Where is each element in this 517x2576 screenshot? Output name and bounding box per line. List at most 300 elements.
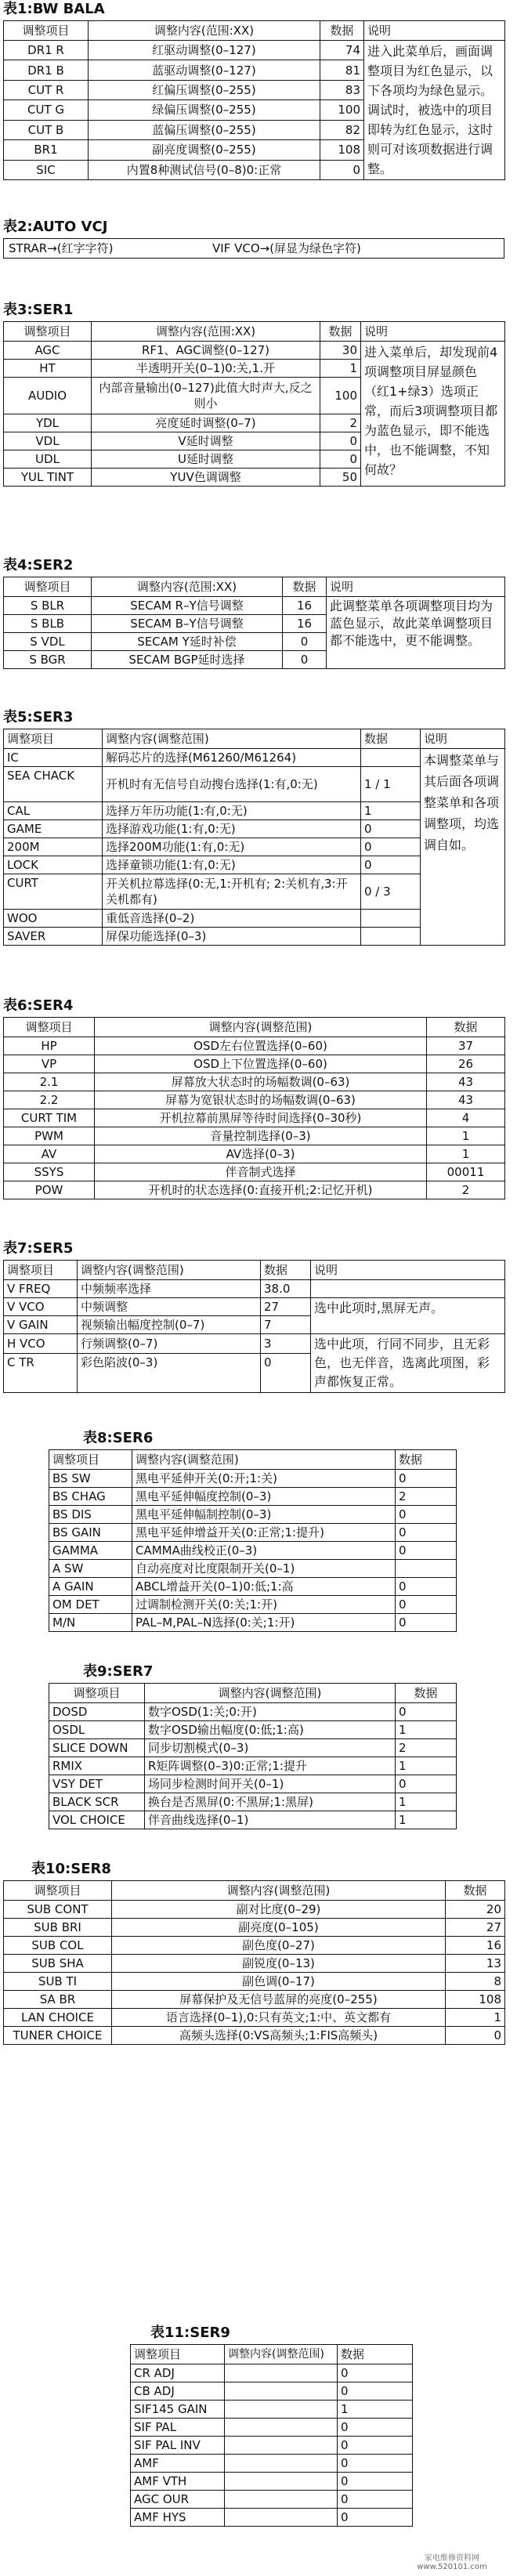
table7 [3, 1260, 505, 1393]
row-data: 1 [320, 360, 361, 378]
table-row [131, 2364, 413, 2382]
row-content: 场同步检测时间开关(0–1) [145, 1775, 396, 1793]
row-content: 音量控制选择(0–3) [95, 1127, 427, 1145]
row-content: 同步切割模式(0–3) [145, 1739, 396, 1757]
row-content: 红驱动调整(0–127) [89, 41, 320, 60]
row-content: 副色调(0–17) [112, 1973, 446, 1991]
table7-section [3, 1241, 504, 1393]
row-data: 81 [320, 60, 364, 80]
row-content: 重低音选择(0–2) [103, 910, 361, 928]
row-content: OSD上下位置选择(0–60) [95, 1055, 427, 1073]
row-content: 绿偏压调整(0–255) [89, 100, 320, 120]
row-item: HT [4, 360, 92, 378]
row-item: A SW [49, 1560, 132, 1578]
row-item: M/N [49, 1614, 132, 1632]
table9-section [49, 1664, 456, 1829]
row-item: DR1 B [4, 60, 89, 80]
table11-section [130, 2325, 412, 2527]
table-row [131, 2382, 413, 2401]
table10-section [3, 1861, 504, 2045]
row-content [225, 2382, 338, 2401]
row-item: BR1 [4, 140, 89, 160]
row-content: 语言选择(0–1),0:只有英文;1:中、英文都有 [112, 2009, 446, 2027]
row-content: 数字OSD输出幅度(0:低;1:高) [145, 1721, 396, 1739]
row-data: 38.0 [261, 1280, 311, 1298]
row-data: 108 [320, 140, 364, 160]
table5-caption: 表5:SER3 [3, 709, 74, 725]
table-row [49, 1542, 457, 1560]
table-row [4, 1955, 505, 1973]
row-item: S BLR [4, 597, 92, 615]
row-data: 1 [396, 1721, 457, 1739]
row-content: 黑电平延伸增益开关(0:正常;1:提升) [132, 1524, 396, 1542]
row-content [225, 2437, 338, 2455]
table-row [49, 1560, 457, 1578]
table10-caption: 表10:SER8 [31, 1861, 111, 1877]
row-item: SUB BRI [4, 1919, 112, 1937]
row-item: S BGR [4, 651, 92, 669]
row-data: 0 [396, 1524, 457, 1542]
row-data: 0 [338, 2455, 413, 2473]
row-data: 4 [427, 1109, 505, 1127]
row-content: 内部音量输出(0–127)此值大时声大,反之则小 [92, 378, 320, 414]
table-row [4, 1919, 505, 1937]
table8-section [49, 1431, 456, 1632]
row-content [225, 2455, 338, 2473]
row-content: OSD左右位置选择(0–60) [95, 1037, 427, 1055]
row-item: CURT TIM [4, 1109, 95, 1127]
row-item: AGC [4, 342, 92, 360]
table8 [49, 1449, 457, 1632]
row-data: 2 [396, 1739, 457, 1757]
row-content: SECAM R–Y信号调整 [92, 597, 283, 615]
row-data: 0 [261, 1353, 311, 1392]
row-item: AMF [131, 2455, 225, 2473]
row-content: 换台是否黑屏(0:不黑屏;1:黑屏) [145, 1793, 396, 1811]
row-item: BS GAIN [49, 1524, 132, 1542]
row-data [396, 1560, 457, 1578]
row-content: 蓝驱动调整(0–127) [89, 60, 320, 80]
table5-section [3, 710, 504, 946]
table9-header-content: 调整内容(调整范围) [145, 1684, 396, 1703]
table1 [3, 20, 505, 180]
table-row [4, 1145, 505, 1163]
table3-section [3, 302, 504, 487]
row-content: 自动亮度对比度限制开关(0–1) [132, 1560, 396, 1578]
row-item: UDL [4, 450, 92, 469]
row-content: SECAM BGP延时选择 [92, 651, 283, 669]
row-data: 0 [396, 1614, 457, 1632]
row-item: AUDIO [4, 378, 92, 414]
row-data: 0 [320, 160, 364, 179]
row-content: ABCL增益开关(0–1)0:低;1:高 [132, 1578, 396, 1596]
row-content: 屏保功能选择(0–3) [103, 928, 361, 946]
table-row [131, 2455, 413, 2473]
table6-section [3, 998, 504, 1199]
table-row [4, 1280, 505, 1298]
row-data: 1 [427, 1127, 505, 1145]
table5-header-item: 调整项目 [4, 729, 103, 749]
table4-note: 此调整菜单各项调整项目均为蓝色显示，故此菜单调整项目都不能选中，更不能调整。 [327, 597, 505, 669]
row-data: 50 [320, 469, 361, 487]
table-row [49, 1470, 457, 1488]
table-row [49, 1578, 457, 1596]
row-item: AV [4, 1145, 95, 1163]
row-item: RMIX [49, 1757, 145, 1775]
row-item: CUT R [4, 80, 89, 99]
table-row [49, 1757, 457, 1775]
table10-header-content: 调整内容(调整范围) [112, 1881, 446, 1901]
row-item: CB ADJ [131, 2382, 225, 2401]
row-item: GAMMA [49, 1542, 132, 1560]
row-item: SIC [4, 160, 89, 179]
table7-header-content: 调整内容(调整范围) [78, 1261, 261, 1280]
row-item: GAME [4, 820, 103, 838]
table7-header-data: 数据 [261, 1261, 311, 1280]
row-item: LOCK [4, 856, 103, 874]
row-data [361, 749, 421, 767]
row-data: 0 [396, 1596, 457, 1614]
table-row [4, 342, 505, 360]
row-content: SECAM Y延时补偿 [92, 633, 283, 651]
row-item: SA BR [4, 1991, 112, 2009]
row-item: OM DET [49, 1596, 132, 1614]
row-data: 16 [283, 597, 327, 615]
row-data: 0 [361, 856, 421, 874]
row-content: 副对比度(0–29) [112, 1901, 446, 1919]
row-item: PWM [4, 1127, 95, 1145]
row-data: 100 [320, 100, 364, 120]
table2-section [3, 219, 504, 259]
row-data: 7 [261, 1316, 311, 1334]
table-row [4, 1037, 505, 1055]
table11-header-data: 数据 [338, 2345, 413, 2364]
row-data: 0 [361, 820, 421, 838]
table9-header-item: 调整项目 [49, 1684, 145, 1703]
row-item: WOO [4, 910, 103, 928]
table4-header-item: 调整项目 [4, 577, 92, 597]
row-item: SIF PAL INV [131, 2437, 225, 2455]
row-item: CURT [4, 874, 103, 910]
row-data: 2 [427, 1181, 505, 1199]
table2-cell-vif: VIF VCO→(屏显为绿色字符) [212, 241, 361, 255]
row-content: 屏幕为宽银状态时的场幅数调(0–63) [95, 1091, 427, 1109]
row-data: 0 [396, 1506, 457, 1524]
row-content: 伴音曲线选择(0–1) [145, 1811, 396, 1829]
table5-header-content: 调整内容(调整范围) [103, 729, 361, 749]
table1-header-content: 调整内容(范围:XX) [89, 21, 320, 41]
row-data: 26 [427, 1055, 505, 1073]
row-content: 副亮度调整(0–255) [89, 140, 320, 160]
row-data: 16 [283, 615, 327, 633]
row-content: 选择游戏功能(1:有,0:无) [103, 820, 361, 838]
table8-header-item: 调整项目 [49, 1450, 132, 1470]
table-row [49, 1524, 457, 1542]
row-content: 屏幕保护及无信号蓝屏的亮度(0–255) [112, 1991, 446, 2009]
row-data: 43 [427, 1073, 505, 1091]
row-data: 83 [320, 80, 364, 99]
row-content: AV选择(0–3) [95, 1145, 427, 1163]
row-content: 开机时的状态选择(0:直接开机;2:记忆开机) [95, 1181, 427, 1199]
table5-header-note: 说明 [421, 729, 505, 749]
row-data: 0 [396, 1470, 457, 1488]
row-data: 2 [320, 414, 361, 432]
row-content: 亮度延时调整(0–7) [92, 414, 320, 432]
row-item: POW [4, 1181, 95, 1199]
table9-header-data: 数据 [396, 1684, 457, 1703]
row-item: VDL [4, 432, 92, 450]
table10-header-item: 调整项目 [4, 1881, 112, 1901]
table4-section [3, 558, 504, 669]
row-data: 0 [338, 2509, 413, 2527]
row-content [225, 2401, 338, 2419]
row-item: 2.2 [4, 1091, 95, 1109]
table10 [3, 1880, 505, 2045]
row-data: 1 [427, 1145, 505, 1163]
table9 [49, 1683, 457, 1829]
row-content: 选择童锁功能(1:有,0:无) [103, 856, 361, 874]
row-item: S VDL [4, 633, 92, 651]
row-item: SLICE DOWN [49, 1739, 145, 1757]
table-row [4, 2027, 505, 2045]
table4-header-data: 数据 [283, 577, 327, 597]
row-data: 0 [396, 1775, 457, 1793]
row-data: 20 [446, 1901, 505, 1919]
row-content: 数字OSD(1:关;0:开) [145, 1703, 396, 1721]
row-data: 74 [320, 41, 364, 60]
row-content: 内置8种测试信号(0–8)0:正常 [89, 160, 320, 179]
row-data: 0 [338, 2473, 413, 2491]
table-row [4, 2009, 505, 2027]
table8-caption: 表8:SER6 [83, 1430, 154, 1446]
row-content: 红偏压调整(0–255) [89, 80, 320, 99]
row-item: SUB SHA [4, 1955, 112, 1973]
row-item: YDL [4, 414, 92, 432]
row-data: 0 [338, 2491, 413, 2509]
table4-caption: 表4:SER2 [3, 557, 74, 573]
table2-band [3, 238, 504, 259]
row-content: 过调制检测开关(0:关;1:开) [132, 1596, 396, 1614]
row-item: BS CHAG [49, 1488, 132, 1506]
table-row [131, 2491, 413, 2509]
row-item: SAVER [4, 928, 103, 946]
row-content: 中频调整 [78, 1298, 261, 1316]
row-data: 1 / 1 [361, 767, 421, 802]
row-item: CAL [4, 802, 103, 820]
row-data: 1 [396, 1811, 457, 1829]
table7-header-item: 调整项目 [4, 1261, 78, 1280]
table-row [4, 1127, 505, 1145]
table-row [4, 749, 505, 767]
row-data: 0 [338, 2437, 413, 2455]
table6-header-item: 调整项目 [4, 1018, 95, 1037]
table-row [131, 2437, 413, 2455]
row-content: 半透明开关(0–1)0:关,1.开 [92, 360, 320, 378]
table7-note2: 选中此项，行同不同步，且无彩色，也无伴音，选离此项图，彩声都恢复正常。 [311, 1334, 505, 1393]
row-content [225, 2419, 338, 2437]
row-data: 0 [283, 651, 327, 669]
row-content [225, 2364, 338, 2382]
row-data: 0 [396, 1703, 457, 1721]
table-row [131, 2401, 413, 2419]
row-data: 0 [320, 450, 361, 469]
row-data: 0 [320, 432, 361, 450]
table3-header-data: 数据 [320, 322, 361, 342]
table9-caption: 表9:SER7 [83, 1663, 154, 1680]
row-data: 43 [427, 1091, 505, 1109]
row-content: 视频输出幅度控制(0–7) [78, 1316, 261, 1334]
table-row [4, 1334, 505, 1354]
table11-header-item: 调整项目 [131, 2345, 225, 2364]
table-row [4, 1181, 505, 1199]
row-item: V FREQ [4, 1280, 78, 1298]
row-content [225, 2473, 338, 2491]
watermark: 家电维修资料网 www.520101.com [417, 2554, 487, 2571]
table-row [49, 1739, 457, 1757]
row-data: 1 [446, 2009, 505, 2027]
row-data: 0 [361, 838, 421, 856]
row-content: 副亮度(0–105) [112, 1919, 446, 1937]
table-row [49, 1703, 457, 1721]
row-item: 200M [4, 838, 103, 856]
table4-header-note: 说明 [327, 577, 505, 597]
row-item: SIF PAL [131, 2419, 225, 2437]
row-item: S BLB [4, 615, 92, 633]
row-item: HP [4, 1037, 95, 1055]
table4-header-content: 调整内容(范围:XX) [92, 577, 283, 597]
row-content: U延时调整 [92, 450, 320, 469]
table-row [131, 2419, 413, 2437]
table11 [130, 2344, 413, 2527]
table1-header-note: 说明 [364, 21, 505, 41]
row-data: 00011 [427, 1163, 505, 1181]
row-data: 30 [320, 342, 361, 360]
row-item: BS SW [49, 1470, 132, 1488]
table1-header-item: 调整项目 [4, 21, 89, 41]
row-content: 屏幕放大状态时的场幅数调(0–63) [95, 1073, 427, 1091]
row-item: DR1 R [4, 41, 89, 60]
row-data: 1 [361, 802, 421, 820]
row-data: 0 [338, 2364, 413, 2382]
row-content: R矩阵调整(0–3)0:正常;1:提升 [145, 1757, 396, 1775]
table3-header-note: 说明 [361, 322, 505, 342]
row-item: CUT G [4, 100, 89, 120]
row-data: 37 [427, 1037, 505, 1055]
row-item: VSY DET [49, 1775, 145, 1793]
row-data: 2 [396, 1488, 457, 1506]
row-content: 选择万年历功能(1:有,0:无) [103, 802, 361, 820]
row-item: YUL TINT [4, 469, 92, 487]
table6-caption: 表6:SER4 [3, 997, 74, 1014]
row-data: 0 [446, 2027, 505, 2045]
table-row [4, 41, 505, 60]
row-content: 蓝偏压调整(0–255) [89, 120, 320, 139]
table-row [4, 1991, 505, 2009]
row-content: RF1、AGC调整(0–127) [92, 342, 320, 360]
row-item: A GAIN [49, 1578, 132, 1596]
row-data: 3 [261, 1334, 311, 1354]
row-item: BLACK SCR [49, 1793, 145, 1811]
row-item: 2.1 [4, 1073, 95, 1091]
table1-section [3, 2, 504, 180]
table-row [4, 1973, 505, 1991]
row-item: V VCO [4, 1298, 78, 1316]
row-item: IC [4, 749, 103, 767]
row-content: 开机时有无信号自动搜台选择(1:有,0:无) [103, 767, 361, 802]
row-data: 82 [320, 120, 364, 139]
table-row [49, 1506, 457, 1524]
row-item: AGC OUR [131, 2491, 225, 2509]
table5-note: 本调整菜单与其后面各项调整菜单和各项调整项，均选调自如。 [421, 749, 505, 946]
table6-header-content: 调整内容(调整范围) [95, 1018, 427, 1037]
row-item: AMF VTH [131, 2473, 225, 2491]
table7-caption: 表7:SER5 [3, 1240, 74, 1257]
table-row [49, 1488, 457, 1506]
table-row [4, 1073, 505, 1091]
table-row [4, 1163, 505, 1181]
row-content: 开关机拉幕选择(0:无,1:开机有; 2:关机有,3:开关机都有) [103, 874, 361, 910]
table6-header-data: 数据 [427, 1018, 505, 1037]
row-data: 1 [396, 1757, 457, 1775]
table-row [49, 1614, 457, 1632]
row-item: CUT B [4, 120, 89, 139]
row-data: 0 [396, 1578, 457, 1596]
row-item: CR ADJ [131, 2364, 225, 2382]
row-content: SECAM B–Y信号调整 [92, 615, 283, 633]
row-item: SUB COL [4, 1937, 112, 1955]
table7-note1: 选中此项时,黑屏无声。 [311, 1298, 505, 1334]
table-row [49, 1811, 457, 1829]
table-row [49, 1596, 457, 1614]
row-content: 副锐度(0–13) [112, 1955, 446, 1973]
row-content: 黑电平延伸幅度控制(0–3) [132, 1488, 396, 1506]
row-content: 彩色陷波(0–3) [78, 1353, 261, 1392]
table11-header-content: 调整内容(调整范围) [225, 2345, 338, 2364]
table-row [49, 1793, 457, 1811]
row-data: 108 [446, 1991, 505, 2009]
row-content: 伴音制式选择 [95, 1163, 427, 1181]
row-data: 0 [283, 633, 327, 651]
table1-header-data: 数据 [320, 21, 364, 41]
row-item: C TR [4, 1353, 78, 1392]
table2-cell-strar: STRAR→(红字字符) [9, 241, 114, 255]
row-item: SUB TI [4, 1973, 112, 1991]
row-item: AMF HYS [131, 2509, 225, 2527]
row-item: TUNER CHOICE [4, 2027, 112, 2045]
table-row [4, 1298, 505, 1316]
row-data: 16 [446, 1937, 505, 1955]
row-data: 0 [338, 2419, 413, 2437]
table1-caption: 表1:BW BALA [3, 1, 105, 17]
table8-header-content: 调整内容(调整范围) [132, 1450, 396, 1470]
table-row [49, 1775, 457, 1793]
row-item: VOL CHOICE [49, 1811, 145, 1829]
row-content: 副色度(0–27) [112, 1937, 446, 1955]
row-data: 0 [396, 1542, 457, 1560]
table3 [3, 321, 505, 487]
table-row [49, 1721, 457, 1739]
row-content: PAL–M,PAL–N选择(0:关;1:开) [132, 1614, 396, 1632]
table3-note: 进入菜单后，却发现前4项调整项目屏显颜色（红1+绿3）选项正常，而后3项调整项目都为蓝色显示，即不能选中，也不能调整，不知何故？ [361, 342, 505, 487]
row-data: 13 [446, 1955, 505, 1973]
table6 [3, 1017, 505, 1199]
row-data: 8 [446, 1973, 505, 1991]
table-row [4, 1055, 505, 1073]
table11-caption: 表11:SER9 [150, 2325, 230, 2341]
table-row [4, 1937, 505, 1955]
table-row [4, 597, 505, 615]
row-data [361, 928, 421, 946]
